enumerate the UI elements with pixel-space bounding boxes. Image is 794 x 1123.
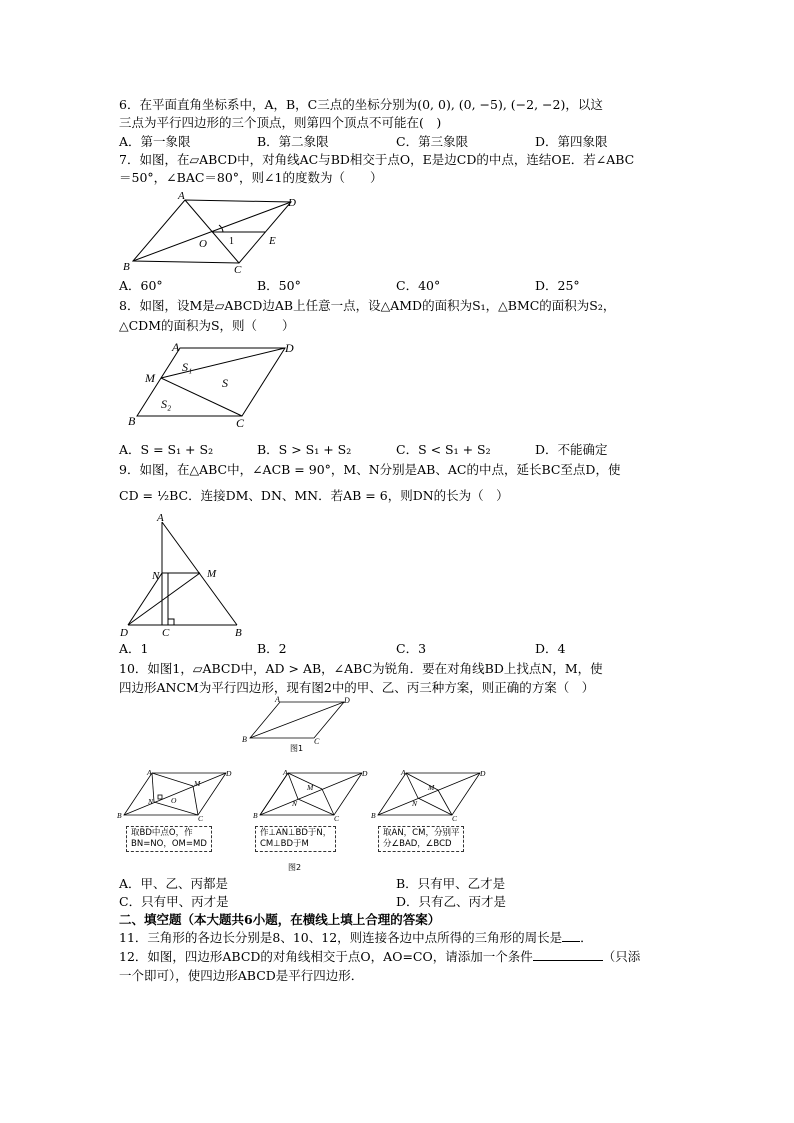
q9-label-a: A bbox=[157, 512, 164, 524]
q10-option-c: C．只有甲、丙才是 bbox=[119, 894, 229, 909]
q9-label-n: N bbox=[152, 570, 160, 582]
q8-label-s1: S₁ bbox=[182, 360, 193, 374]
q7-label-c: C bbox=[234, 264, 242, 276]
q10-scheme2-figure bbox=[250, 766, 372, 822]
q9-option-c: C．3 bbox=[396, 641, 427, 656]
q7-label-e: E bbox=[269, 235, 276, 247]
q10-s3-label-d: D bbox=[480, 769, 486, 778]
q7-label-o: O bbox=[199, 238, 207, 250]
q6-line2: 三点为平行四边形的三个顶点，则第四个顶点不可能在( ) bbox=[119, 115, 442, 130]
q11-text: 11．三角形的各边长分别是8、10、12，则连接各边中点所得的三角形的周长是 bbox=[119, 930, 563, 945]
q9-option-b: B．2 bbox=[257, 641, 287, 656]
q9-line2: CD = ½BC．连接DM、DN、MN．若AB = 6，则DN的长为（ ） bbox=[119, 488, 509, 503]
q7-option-b: B．50° bbox=[257, 278, 301, 293]
q11-blank[interactable] bbox=[562, 941, 580, 942]
q10-f1-label-c: C bbox=[314, 737, 320, 746]
q8-figure bbox=[125, 338, 310, 433]
q10-s1-label-m: M bbox=[194, 779, 201, 788]
q10-figure1 bbox=[240, 694, 360, 750]
q7-option-a: A．60° bbox=[119, 278, 163, 293]
q6-option-b: B．第二象限 bbox=[257, 134, 329, 149]
q10-s3-label-b: B bbox=[371, 811, 376, 820]
q8-label-a: A bbox=[172, 340, 180, 354]
q10-s3-label-a: A bbox=[401, 768, 406, 777]
q7-label-b: B bbox=[123, 261, 130, 273]
q10-line1: 10．如图1，▱ABCD中，AD > AB，∠ABC为锐角．要在对角线BD上找点N，M，使 bbox=[119, 661, 603, 676]
q11-end: ． bbox=[580, 930, 593, 945]
q7-label-a: A bbox=[178, 190, 185, 202]
q12-text: 12．如图，四边形ABCD的对角线相交于点O，AO=CO，请添加一个条件 bbox=[119, 949, 533, 964]
q9-label-d: D bbox=[120, 627, 128, 639]
q6-option-a: A．第一象限 bbox=[119, 134, 191, 149]
q10-f1-label-a: A bbox=[275, 695, 280, 704]
q10-scheme3-figure bbox=[368, 766, 490, 822]
q7-label-d: D bbox=[288, 197, 296, 209]
q7-line1: 7．如图，在▱ABCD中，对角线AC与BD相交于点O，E是边CD的中点，连结OE．若∠ABC bbox=[119, 152, 635, 167]
q8-line2: △CDM的面积为S，则（ ） bbox=[119, 318, 295, 333]
q10-option-b: B．只有甲、乙才是 bbox=[396, 876, 506, 891]
q8-label-c: C bbox=[236, 416, 245, 430]
q9-line1: 9．如图，在△ABC中，∠ACB = 90°，M、N分别是AB、AC的中点，延长BC至点D，使 bbox=[119, 462, 621, 477]
q11 bbox=[119, 930, 593, 945]
q8-option-b: B．S > S₁ + S₂ bbox=[257, 442, 352, 457]
q10-s2-label-n: N bbox=[292, 799, 298, 808]
q10-s3-label-c: C bbox=[452, 814, 458, 822]
q9-label-b: B bbox=[235, 627, 242, 639]
q7-figure bbox=[115, 188, 315, 278]
q8-option-a: A．S = S₁ + S₂ bbox=[119, 442, 214, 457]
q10-scheme1-figure bbox=[114, 766, 236, 822]
q12-line1-end: （只添 bbox=[602, 949, 641, 964]
q10-s1-label-n: N bbox=[148, 797, 154, 806]
q8-label-d: D bbox=[285, 341, 294, 355]
q8-label-b: B bbox=[128, 414, 136, 428]
q6-option-c: C．第三象限 bbox=[396, 134, 469, 149]
q10-box3-line1: 取AN，CM，分别平 bbox=[383, 828, 460, 838]
q10-s1-label-o: O bbox=[171, 796, 177, 805]
q10-box2-line2: CM⊥BD于M bbox=[260, 839, 309, 849]
q10-box1-line1: 取BD中点O，作 bbox=[131, 828, 193, 838]
q10-f1-label-b: B bbox=[242, 735, 247, 744]
q7-line2: ＝50°，∠BAC＝80°，则∠1的度数为（ ） bbox=[119, 170, 383, 185]
q10-option-d: D．只有乙、丙才是 bbox=[396, 894, 507, 909]
q10-fig1-caption: 图1 bbox=[290, 744, 304, 753]
q10-f1-label-d: D bbox=[344, 696, 350, 705]
q10-s2-label-b: B bbox=[253, 811, 258, 820]
q8-label-s2: S₂ bbox=[161, 397, 172, 411]
q10-scheme2-note bbox=[255, 826, 336, 852]
q7-option-c: C．40° bbox=[396, 278, 441, 293]
q10-box3-line2: 分∠BAD，∠BCD bbox=[383, 839, 452, 849]
q12-blank[interactable] bbox=[533, 960, 603, 961]
q10-s2-label-c: C bbox=[334, 814, 340, 822]
q7-label-1: 1 bbox=[229, 236, 234, 247]
q8-option-d: D．不能确定 bbox=[535, 442, 608, 457]
q9-figure bbox=[116, 512, 256, 640]
q10-scheme1-note bbox=[126, 826, 212, 852]
q10-scheme3-note bbox=[378, 826, 464, 852]
q9-label-c: C bbox=[162, 627, 170, 639]
q10-s2-label-a: A bbox=[283, 768, 288, 777]
q9-option-a: A．1 bbox=[119, 641, 149, 656]
q8-option-c: C．S < S₁ + S₂ bbox=[396, 442, 491, 457]
q10-s1-label-a: A bbox=[147, 768, 152, 777]
q10-option-a: A．甲、乙、丙都是 bbox=[119, 876, 229, 891]
q6-option-d: D．第四象限 bbox=[535, 134, 608, 149]
q10-s3-label-m: M bbox=[428, 783, 435, 792]
q9-label-m: M bbox=[207, 568, 217, 580]
q7-option-d: D．25° bbox=[535, 278, 580, 293]
q8-label-s: S bbox=[222, 376, 228, 390]
q10-s1-label-b: B bbox=[117, 811, 122, 820]
q6-line1: 6．在平面直角坐标系中，A，B，C三点的坐标分别为(0, 0), (0, −5), (−2, −2)，以这 bbox=[119, 97, 603, 112]
q10-s3-label-n: N bbox=[412, 799, 418, 808]
q12-line2: 一个即可），使四边形ABCD是平行四边形． bbox=[119, 968, 364, 983]
q10-box1-line2: BN=NO，OM=MD bbox=[131, 839, 207, 849]
q10-fig2-caption: 图2 bbox=[288, 863, 302, 872]
q9-option-d: D．4 bbox=[535, 641, 566, 656]
q10-s2-label-d: D bbox=[362, 769, 368, 778]
q8-line1: 8．如图，设M是▱ABCD边AB上任意一点，设△AMD的面积为S₁，△BMC的面积为S₂， bbox=[119, 298, 616, 313]
q10-line2: 四边形ANCM为平行四边形，现有图2中的甲、乙、丙三种方案，则正确的方案（ ） bbox=[119, 680, 595, 695]
q10-s1-label-c: C bbox=[198, 814, 204, 822]
q10-s1-label-d: D bbox=[226, 769, 232, 778]
q8-label-m: M bbox=[145, 371, 155, 385]
q12-line1 bbox=[119, 949, 640, 964]
section2-heading: 二、填空题（本大题共6小题，在横线上填上合理的答案） bbox=[119, 912, 441, 927]
q10-s2-label-m: M bbox=[307, 783, 314, 792]
q10-box2-line1: 作⊥AN⊥BD于N， bbox=[260, 828, 332, 838]
